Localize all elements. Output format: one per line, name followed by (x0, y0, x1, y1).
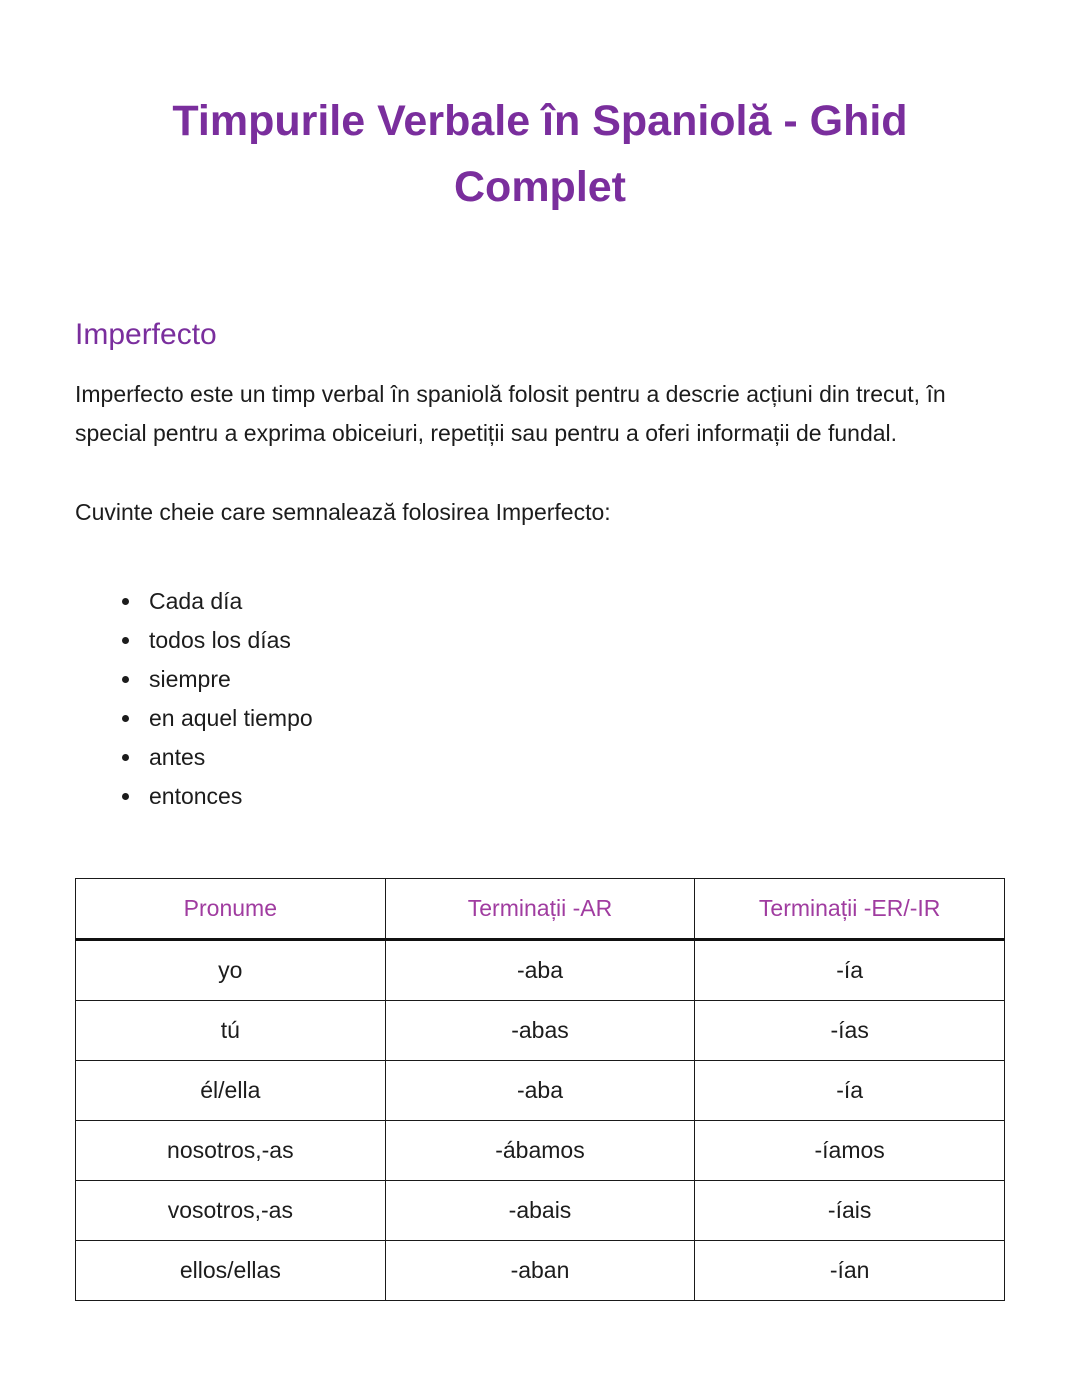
cell-er-ir-ending: -ía (695, 940, 1005, 1001)
table-header-row (76, 879, 1005, 940)
page-title-line1: Timpurile Verbale în Spaniolă - Ghid (172, 97, 908, 145)
cell-er-ir-ending: -ía (695, 1061, 1005, 1121)
column-header-pronume: Pronume (76, 879, 386, 940)
cell-pronoun: vosotros,-as (76, 1181, 386, 1241)
list-item: • en aquel tiempo (143, 699, 1005, 738)
table-row (76, 1001, 1005, 1061)
cell-ar-ending: -abais (385, 1181, 695, 1241)
list-item: • Cada día (143, 582, 1005, 621)
table-row (76, 1061, 1005, 1121)
cell-pronoun: yo (76, 940, 386, 1001)
content-area (0, 317, 1080, 1301)
list-item: • entonces (143, 777, 1005, 816)
cell-er-ir-ending: -íais (695, 1181, 1005, 1241)
cell-pronoun: tú (76, 1001, 386, 1061)
table-row (76, 1121, 1005, 1181)
list-item: • siempre (143, 660, 1005, 699)
column-header-ar: Terminații -AR (385, 879, 695, 940)
section-paragraph: Imperfecto este un timp verbal în spaniolă folosit pentru a descrie acțiuni din trecut, în special pentru a exprima obiceiuri, repetiții sau pentru a oferi informații de fundal. (75, 381, 946, 446)
column-header-er-ir: Terminații -ER/-IR (695, 879, 1005, 940)
table-row (76, 1181, 1005, 1241)
section-heading: Imperfecto (75, 318, 217, 351)
cell-ar-ending: -ábamos (385, 1121, 695, 1181)
list-item: • todos los días (143, 621, 1005, 660)
page-title (0, 0, 1080, 220)
table-row (76, 940, 1005, 1001)
cell-ar-ending: -aba (385, 940, 695, 1001)
cell-pronoun: ellos/ellas (76, 1241, 386, 1301)
keywords-intro: Cuvinte cheie care semnalează folosirea Imperfecto: (75, 499, 611, 525)
conjugation-table (75, 878, 1005, 1301)
cell-er-ir-ending: -íamos (695, 1121, 1005, 1181)
cell-pronoun: nosotros,-as (76, 1121, 386, 1181)
page-title-line2: Complet (454, 163, 626, 211)
keywords-list (75, 582, 1005, 816)
cell-er-ir-ending: -ías (695, 1001, 1005, 1061)
cell-pronoun: él/ella (76, 1061, 386, 1121)
cell-ar-ending: -aba (385, 1061, 695, 1121)
cell-ar-ending: -aban (385, 1241, 695, 1301)
list-item: • antes (143, 738, 1005, 777)
table-row (76, 1241, 1005, 1301)
cell-ar-ending: -abas (385, 1001, 695, 1061)
cell-er-ir-ending: -ían (695, 1241, 1005, 1301)
